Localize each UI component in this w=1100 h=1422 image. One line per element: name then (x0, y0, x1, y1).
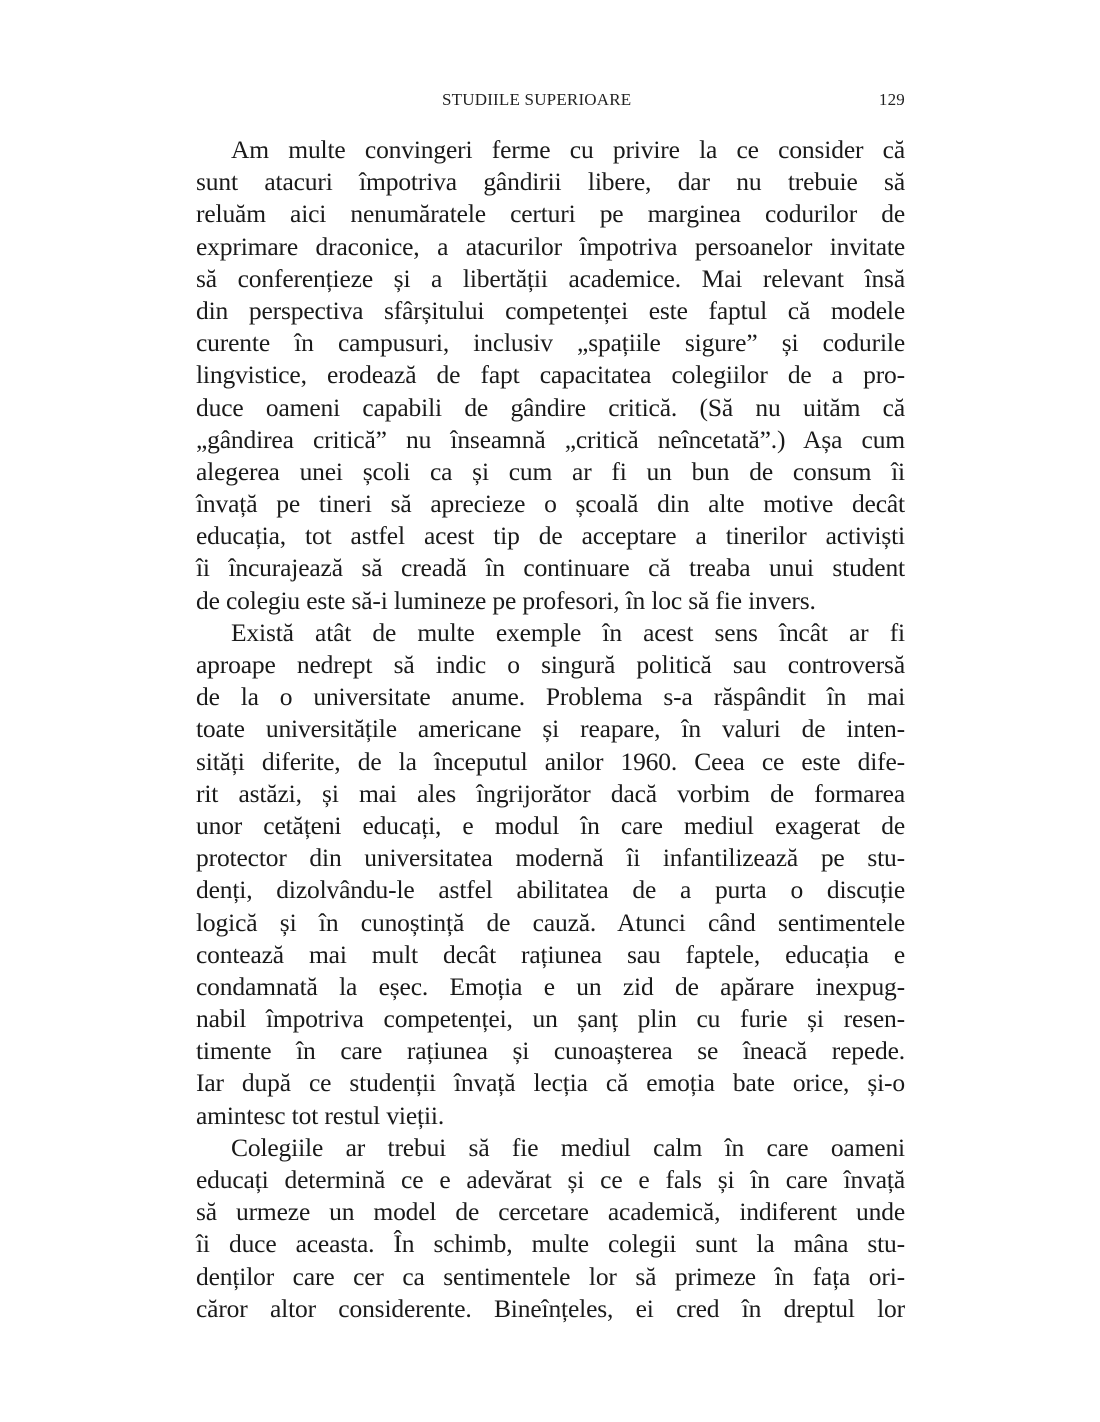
text-line: denți, dizolvându-le astfel abilitatea de a purta o discuție (196, 875, 905, 905)
text-line: îi încurajează să creadă în continuare că treaba unui student (196, 553, 905, 583)
text-line: de colegiu este să-i lumineze pe profesori, în loc să fie invers. (196, 585, 816, 615)
paragraph-3 (196, 1132, 905, 1325)
text-line: Colegiile ar trebui să fie mediul calm în care oameni (231, 1132, 905, 1162)
text-line: din perspectiva sfârșitului competenței este faptul că modele (196, 295, 905, 325)
text-line: căror altor considerente. Bineînțeles, ei cred în dreptul lor (196, 1293, 905, 1323)
text-line: condamnată la eșec. Emoția e un zid de apărare inexpug- (196, 971, 905, 1001)
text-line: toate universitățile americane și reapare, în valuri de inten- (196, 714, 905, 744)
text-line: „gândirea critică” nu înseamnă „critică neîncetată”.) Așa cum (196, 424, 905, 454)
text-line: lingvistice, erodează de fapt capacitatea colegiilor de a pro- (196, 360, 905, 390)
text-line: curente în campusuri, inclusiv „spațiile sigure” și codurile (196, 328, 905, 358)
text-line: unor cetățeni educați, e modul în care mediul exagerat de (196, 810, 905, 840)
text-line: aproape nedrept să indic o singură politică sau controversă (196, 650, 905, 679)
text-line: amintesc tot restul vieții. (196, 1100, 445, 1130)
running-title: STUDIILE SUPERIOARE (442, 90, 632, 109)
text-line: Am multe convingeri ferme cu privire la ce consider că (231, 135, 905, 164)
text-line: timente în care rațiunea și cunoașterea se îneacă repede. (196, 1036, 905, 1066)
text-line: alegerea unei școli ca și cum ar fi un bun de consum îi (196, 456, 905, 486)
text-line: duce oameni capabili de gândire critică. (Să nu uităm că (196, 392, 905, 422)
text-line: Iar după ce studenții învață lecția că emoția bate orice, și-o (196, 1068, 905, 1098)
text-line: Există atât de multe exemple în acest sens încât ar fi (231, 617, 905, 647)
text-line: de la o universitate anume. Problema s-a răspândit în mai (196, 682, 905, 712)
book-page (196, 88, 905, 1325)
text-line: reluăm aici nenumăratele certuri pe marginea codurilor de (196, 199, 905, 229)
text-line: să conferențieze și a libertății academice. Mai relevant însă (196, 263, 905, 293)
text-line: educația, tot astfel acest tip de acceptare a tinerilor activiști (196, 521, 905, 551)
text-line: sunt atacuri împotriva gândirii libere, dar nu trebuie să (196, 167, 905, 197)
text-line: contează mai mult decât rațiunea sau faptele, educația e (196, 939, 905, 969)
text-line: protector din universitatea modernă îi infantilizează pe stu- (196, 843, 905, 873)
text-line: învață pe tineri să aprecieze o școală din alte motive decât (196, 489, 905, 519)
paragraph-1 (196, 134, 905, 617)
text-line: exprimare draconice, a atacurilor împotriva persoanelor invitate (196, 231, 905, 261)
text-line: educați determină ce e adevărat și ce e fals și în care învață (196, 1165, 905, 1194)
running-head (196, 88, 905, 116)
page-number: 129 (878, 90, 905, 109)
text-line: îi duce aceasta. În schimb, multe colegii sunt la mâna stu- (196, 1229, 905, 1259)
paragraph-2 (196, 617, 905, 1132)
text-line: sități diferite, de la începutul anilor 1960. Ceea ce este dife- (196, 746, 905, 776)
text-line: denților care cer ca sentimentele lor să primeze în fața ori- (196, 1261, 905, 1291)
body-text (196, 134, 905, 1325)
text-line: să urmeze un model de cercetare academică, indiferent unde (196, 1197, 905, 1227)
text-line: logică și în cunoștință de cauză. Atunci când sentimentele (196, 907, 905, 937)
text-line: rit astăzi, și mai ales îngrijorător dacă vorbim de formarea (196, 778, 905, 808)
text-line: nabil împotriva competenței, un șanț plin cu furie și resen- (196, 1004, 905, 1034)
